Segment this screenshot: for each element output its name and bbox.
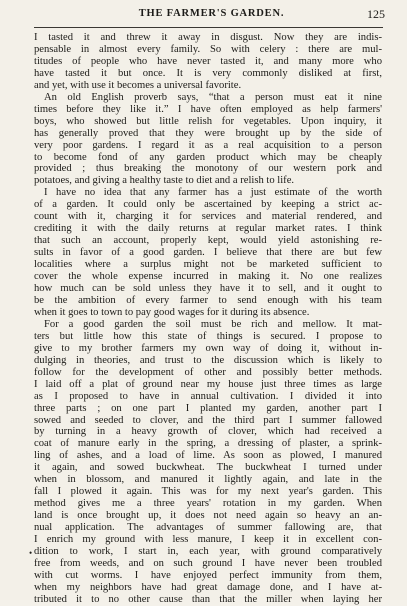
- text-line: I laid off a plat of ground near my house just three times as large: [34, 378, 382, 390]
- text-line: ling of ashes, and a load of lime. As soon as plowed, I manured: [34, 450, 382, 462]
- text-line: provided ; thus breaking the monotony of our western pork and: [34, 163, 382, 175]
- text-line: dulging in theories, and trust to the discussion which is likely to: [34, 354, 382, 366]
- text-line: boys, who showed but little relish for vegetables. Upon inquiry, it: [34, 115, 382, 127]
- text-line: ters but little how this state of things is secured. I propose to: [34, 330, 382, 342]
- text-line: very poor gardens. I regard it as a real acquisition to a person: [34, 139, 382, 151]
- text-line: when in blossom, and manured it lightly again, and late in the: [34, 474, 382, 486]
- text-line: it again, and sowed buckwheat. The buckwheat I turned under: [34, 462, 382, 474]
- text-line: that such an account, properly kept, would yield astonishing re-: [34, 235, 382, 247]
- page-header: [38, 8, 385, 24]
- text-line: potatoes, and giving a healthy taste to diet and a relish to life.: [34, 175, 295, 187]
- text-line: crediting it with the daily returns at regular market rates. I think: [34, 223, 382, 235]
- page-number: 125: [367, 7, 385, 21]
- text-line: sowed and seeded to clover, and the third part I summer fallowed: [34, 414, 382, 426]
- text-line: I have no idea that any farmer has a just estimate of the worth: [44, 187, 382, 199]
- text-line: have tasted it but once. It is very commonly disliked at first,: [34, 67, 382, 79]
- text-line: land is once brought up, it does not need again so heavy an an-: [34, 510, 382, 522]
- text-line: as I proposed to have in annual cultivation. I divided it into: [34, 390, 382, 402]
- text-line: coat of manure early in the spring, a dressing of plaster, a sprink-: [34, 438, 382, 450]
- text-line: localities where a surplus might not be marketed sufficient to: [34, 259, 382, 271]
- text-line: I enrich my ground with less manure, I keep it in excellent con-: [34, 534, 382, 546]
- text-line: dition to work, I start in, each year, with ground comparatively: [34, 545, 382, 557]
- text-line: pensable in almost every family. So with celery : there are mul-: [34, 43, 382, 55]
- text-line: be the ambition of every farmer to send enough with his team: [34, 294, 382, 306]
- text-line: how much can be sold unless they have it to sell, and it ought to: [34, 283, 382, 295]
- text-line: has generally proved that they were brought up by the side of: [34, 127, 382, 139]
- text-line: with cut worms. I have enjoyed perfect immunity from them,: [34, 569, 382, 581]
- text-line: when my neighbors have had great damage done, and I have at-: [34, 581, 382, 593]
- running-title: THE FARMER'S GARDEN.: [138, 8, 285, 19]
- text-line: fall I plowed it again. This was for my next year's garden. This: [34, 486, 382, 498]
- text-line: count with it, charging it for services and material rendered, and: [34, 211, 382, 223]
- text-line: of a garden. It could only be ascertained by keeping a strict ac-: [34, 199, 382, 211]
- text-line: nual application. The advantages of summer fallowing are, that: [34, 522, 382, 534]
- text-line: I tasted it and threw it away in disgust. Now they are indis-: [34, 32, 382, 43]
- margin-mark: •: [29, 548, 33, 558]
- text-line: titudes of people who have never tasted it, and many more who: [34, 55, 382, 67]
- text-line: give to my brother farmers my own way of doing it, without in-: [34, 342, 382, 354]
- text-line: method gives me a three years' rotation in my garden. When: [34, 498, 382, 510]
- text-line: For a good garden the soil must be rich and mellow. It mat-: [44, 318, 382, 330]
- text-line: tributed it to no other cause than that the miller when laying her: [34, 593, 382, 605]
- text-line: follow for the development of other and possibly better methods.: [34, 366, 382, 378]
- text-line: An old English proverb says, “that a person must eat it nine: [44, 91, 382, 103]
- text-line: and yet, with use it becomes a universal favorite.: [34, 79, 242, 91]
- text-line: three parts ; on one part I planted my garden, another part I: [34, 402, 382, 414]
- text-line: sults in favor of a good garden. I believe that there are but few: [34, 247, 382, 259]
- text-line: by turning in a heavy growth of clover, which had received a: [34, 426, 382, 438]
- text-line: when it goes to town to pay good wages for it during its absence.: [34, 306, 310, 318]
- text-line: times before they like it.” I have often employed as help farmers': [34, 103, 382, 115]
- text-line: free from weeds, and on such ground I have never been troubled: [34, 557, 382, 569]
- text-line: to become fond of any garden product which may be cheaply: [34, 151, 382, 163]
- text-line: cover the whole expense incurred in making it. No one realizes: [34, 271, 382, 283]
- header-rule: [34, 27, 383, 28]
- body-text: [34, 32, 382, 606]
